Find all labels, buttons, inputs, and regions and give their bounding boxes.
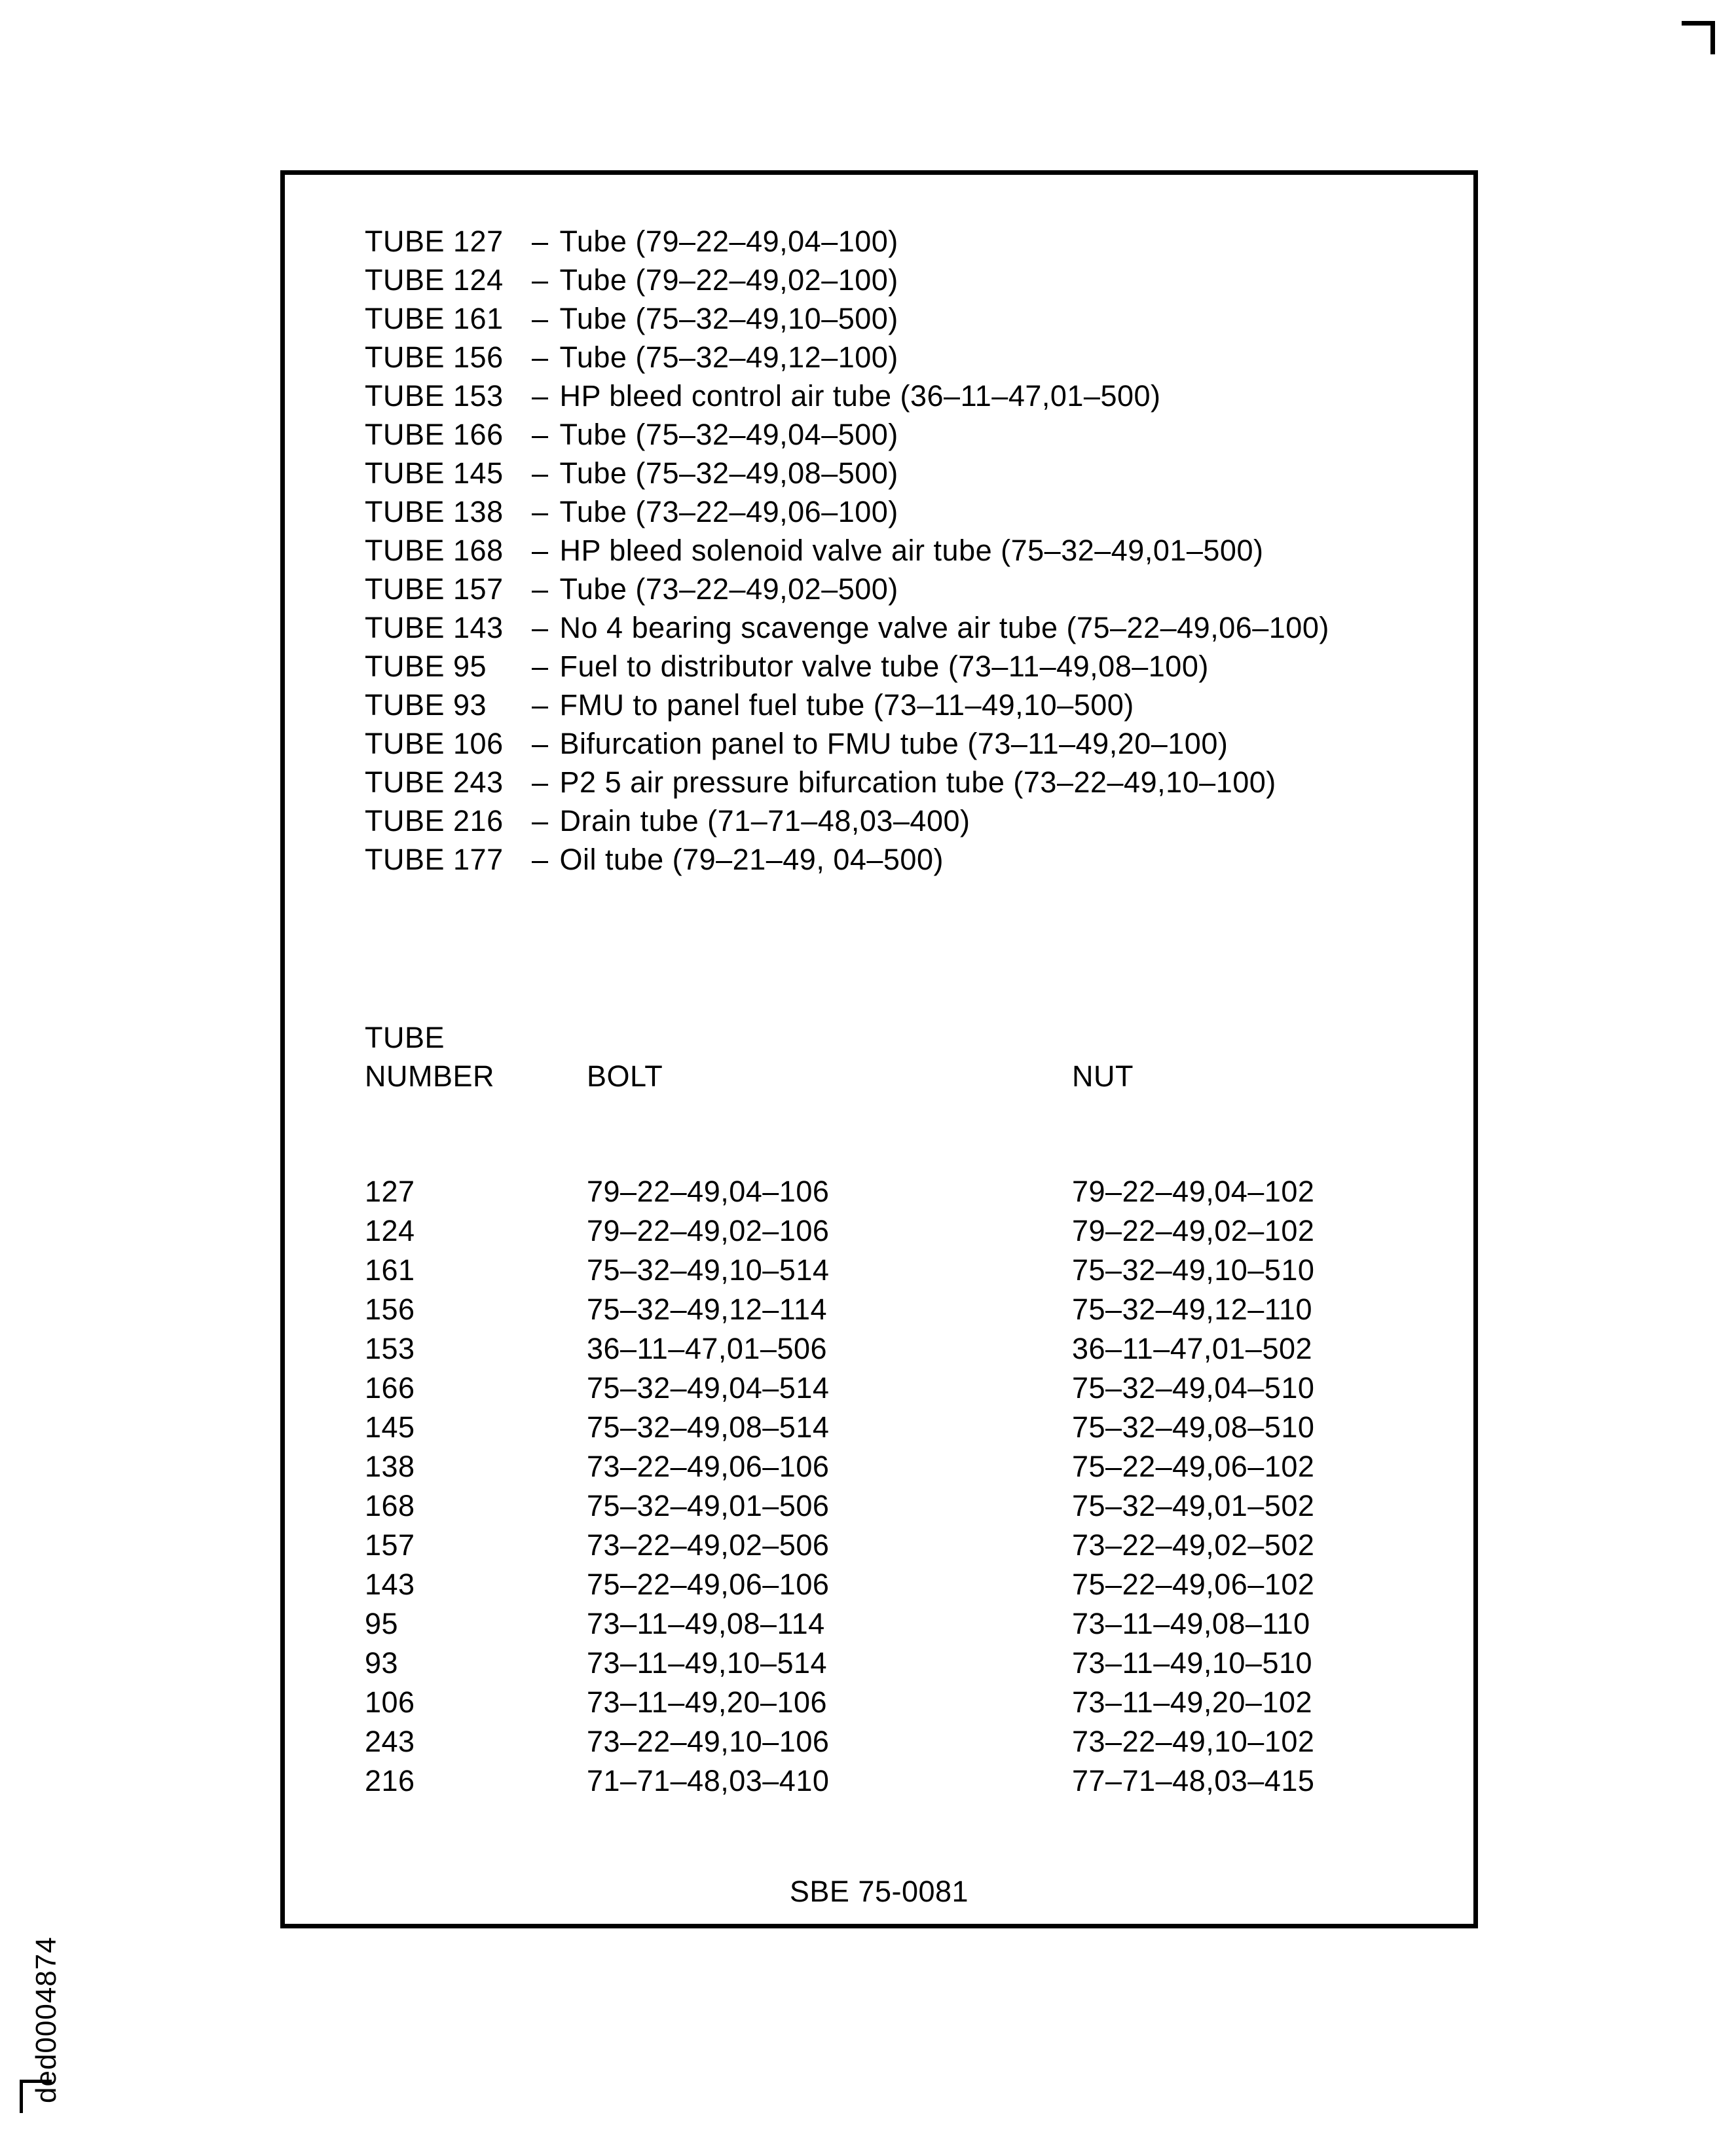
cell-tube-number: 138 <box>365 1450 415 1483</box>
tube-legend-line <box>365 492 1329 531</box>
tube-separator-dash: – <box>532 650 549 683</box>
cell-tube-number: 145 <box>365 1410 415 1444</box>
table-row <box>365 1565 1314 1604</box>
tube-label: TUBE 95 <box>365 650 487 683</box>
cell-bolt-part-number: 73–11–49,10–514 <box>587 1646 828 1680</box>
header-bolt: BOLT <box>587 1059 663 1093</box>
tube-description: Tube (75–32–49,12–100) <box>559 340 898 374</box>
header-tube-line2: NUMBER <box>365 1059 495 1093</box>
tube-separator-dash: – <box>532 804 549 837</box>
tube-separator-dash: – <box>532 456 549 490</box>
tube-label: TUBE 168 <box>365 534 504 567</box>
tube-separator-dash: – <box>532 572 549 606</box>
cell-tube-number: 243 <box>365 1725 415 1758</box>
tube-description: No 4 bearing scavenge valve air tube (75–22–49,06–100) <box>559 611 1329 644</box>
cell-bolt-part-number: 73–22–49,02–506 <box>587 1528 830 1562</box>
table-row <box>365 1683 1314 1722</box>
tube-description: Bifurcation panel to FMU tube (73–11–49,20–100) <box>559 727 1228 760</box>
tube-description: Tube (75–32–49,08–500) <box>559 456 898 490</box>
cell-nut-part-number: 36–11–47,01–502 <box>1072 1332 1313 1365</box>
tube-separator-dash: – <box>532 765 549 799</box>
table-row <box>365 1211 1314 1251</box>
cell-bolt-part-number: 36–11–47,01–506 <box>587 1332 828 1365</box>
figure-reference-code: SBE 75-0081 <box>789 1875 969 1908</box>
table-row <box>365 1644 1314 1683</box>
tube-label: TUBE 127 <box>365 225 504 258</box>
table-row <box>365 1604 1314 1644</box>
cell-bolt-part-number: 75–32–49,08–514 <box>587 1410 830 1444</box>
cell-nut-part-number: 73–11–49,10–510 <box>1072 1646 1313 1680</box>
table-row <box>365 1369 1314 1408</box>
tube-separator-dash: – <box>532 727 549 760</box>
cell-tube-number: 153 <box>365 1332 415 1365</box>
tube-description: Tube (79–22–49,02–100) <box>559 263 898 297</box>
tube-legend-line <box>365 261 1329 299</box>
table-row <box>365 1447 1314 1486</box>
tube-description: Drain tube (71–71–48,03–400) <box>559 804 970 837</box>
cell-nut-part-number: 75–32–49,01–502 <box>1072 1489 1315 1522</box>
cell-tube-number: 161 <box>365 1253 415 1287</box>
tube-label: TUBE 216 <box>365 804 504 837</box>
tube-description: Tube (79–22–49,04–100) <box>559 225 898 258</box>
tube-legend-line <box>365 222 1329 261</box>
table-header-row-2 <box>365 1057 1314 1095</box>
cell-tube-number: 143 <box>365 1568 415 1601</box>
tube-description: Oil tube (79–21–49, 04–500) <box>559 843 944 876</box>
cell-tube-number: 127 <box>365 1175 415 1208</box>
tube-legend-line <box>365 570 1329 608</box>
cell-tube-number: 124 <box>365 1214 415 1247</box>
header-nut: NUT <box>1072 1059 1134 1093</box>
cell-bolt-part-number: 73–11–49,20–106 <box>587 1685 828 1719</box>
cell-nut-part-number: 79–22–49,04–102 <box>1072 1175 1315 1208</box>
cell-nut-part-number: 73–11–49,08–110 <box>1072 1607 1310 1640</box>
tube-label: TUBE 177 <box>365 843 504 876</box>
table-header-row-1 <box>365 1018 1314 1057</box>
tube-separator-dash: – <box>532 225 549 258</box>
table-row <box>365 1290 1314 1329</box>
cell-nut-part-number: 75–22–49,06–102 <box>1072 1450 1315 1483</box>
tube-legend-list <box>365 222 1329 879</box>
tube-separator-dash: – <box>532 379 549 413</box>
tube-label: TUBE 93 <box>365 688 487 722</box>
tube-legend-line <box>365 608 1329 647</box>
table-row <box>365 1761 1314 1801</box>
tube-legend-line <box>365 454 1329 492</box>
cell-tube-number: 95 <box>365 1607 399 1640</box>
tube-label: TUBE 153 <box>365 379 504 413</box>
cell-bolt-part-number: 71–71–48,03–410 <box>587 1764 830 1797</box>
table-body <box>365 1172 1314 1801</box>
tube-label: TUBE 138 <box>365 495 504 528</box>
cell-nut-part-number: 77–71–48,03–415 <box>1072 1764 1315 1797</box>
table-row <box>365 1251 1314 1290</box>
corner-registration-mark-top-right <box>1682 21 1715 54</box>
cell-nut-part-number: 75–32–49,10–510 <box>1072 1253 1315 1287</box>
cell-tube-number: 156 <box>365 1293 415 1326</box>
tube-label: TUBE 166 <box>365 418 504 451</box>
cell-bolt-part-number: 73–22–49,06–106 <box>587 1450 830 1483</box>
tube-separator-dash: – <box>532 843 549 876</box>
table-row <box>365 1172 1314 1211</box>
cell-bolt-part-number: 75–32–49,12–114 <box>587 1293 828 1326</box>
tube-label: TUBE 124 <box>365 263 504 297</box>
cell-bolt-part-number: 75–22–49,06–106 <box>587 1568 830 1601</box>
tube-legend-line <box>365 647 1329 686</box>
table-row <box>365 1722 1314 1761</box>
tube-separator-dash: – <box>532 340 549 374</box>
tube-separator-dash: – <box>532 495 549 528</box>
tube-legend-line <box>365 531 1329 570</box>
tube-label: TUBE 157 <box>365 572 504 606</box>
cell-tube-number: 106 <box>365 1685 415 1719</box>
tube-legend-line <box>365 686 1329 724</box>
tube-description: Tube (73–22–49,02–500) <box>559 572 898 606</box>
tube-separator-dash: – <box>532 263 549 297</box>
tube-legend-line <box>365 724 1329 763</box>
cell-nut-part-number: 73–22–49,10–102 <box>1072 1725 1315 1758</box>
tube-separator-dash: – <box>532 688 549 722</box>
cell-tube-number: 157 <box>365 1528 415 1562</box>
tube-label: TUBE 161 <box>365 302 504 335</box>
tube-description: Tube (75–32–49,04–500) <box>559 418 898 451</box>
tube-legend-line <box>365 299 1329 338</box>
cell-bolt-part-number: 75–32–49,10–514 <box>587 1253 830 1287</box>
cell-nut-part-number: 75–32–49,04–510 <box>1072 1371 1315 1405</box>
tube-legend-line <box>365 415 1329 454</box>
tube-description: HP bleed control air tube (36–11–47,01–500) <box>559 379 1161 413</box>
tube-separator-dash: – <box>532 302 549 335</box>
table-row <box>365 1329 1314 1369</box>
figure-frame <box>280 170 1478 1928</box>
tube-label: TUBE 143 <box>365 611 504 644</box>
tube-label: TUBE 145 <box>365 456 504 490</box>
cell-bolt-part-number: 79–22–49,02–106 <box>587 1214 830 1247</box>
cell-nut-part-number: 73–11–49,20–102 <box>1072 1685 1313 1719</box>
tube-separator-dash: – <box>532 418 549 451</box>
tube-description: HP bleed solenoid valve air tube (75–32–49,01–500) <box>559 534 1264 567</box>
cell-tube-number: 93 <box>365 1646 399 1680</box>
cell-nut-part-number: 75–32–49,08–510 <box>1072 1410 1315 1444</box>
cell-bolt-part-number: 73–11–49,08–114 <box>587 1607 825 1640</box>
cell-tube-number: 216 <box>365 1764 415 1797</box>
tube-separator-dash: – <box>532 611 549 644</box>
tube-legend-line <box>365 801 1329 840</box>
tube-legend-line <box>365 338 1329 377</box>
tube-label: TUBE 156 <box>365 340 504 374</box>
tube-description: FMU to panel fuel tube (73–11–49,10–500) <box>559 688 1134 722</box>
tube-description: Tube (75–32–49,10–500) <box>559 302 898 335</box>
cell-bolt-part-number: 79–22–49,04–106 <box>587 1175 830 1208</box>
tube-description: P2 5 air pressure bifurcation tube (73–22–49,10–100) <box>559 765 1276 799</box>
cell-nut-part-number: 75–32–49,12–110 <box>1072 1293 1313 1326</box>
tube-legend-line <box>365 840 1329 879</box>
cell-bolt-part-number: 75–32–49,01–506 <box>587 1489 830 1522</box>
tube-label: TUBE 243 <box>365 765 504 799</box>
table-row <box>365 1486 1314 1526</box>
cell-nut-part-number: 73–22–49,02–502 <box>1072 1528 1315 1562</box>
tube-label: TUBE 106 <box>365 727 504 760</box>
tube-legend-line <box>365 763 1329 801</box>
cell-tube-number: 168 <box>365 1489 415 1522</box>
cell-bolt-part-number: 73–22–49,10–106 <box>587 1725 830 1758</box>
header-tube-line1: TUBE <box>365 1021 445 1054</box>
tube-legend-line <box>365 377 1329 415</box>
cell-nut-part-number: 79–22–49,02–102 <box>1072 1214 1315 1247</box>
cell-tube-number: 166 <box>365 1371 415 1405</box>
bolt-nut-table <box>365 1018 1314 1801</box>
tube-description: Fuel to distributor valve tube (73–11–49,08–100) <box>559 650 1209 683</box>
tube-description: Tube (73–22–49,06–100) <box>559 495 898 528</box>
vertical-document-code: ded0004874 <box>30 1936 62 2103</box>
cell-nut-part-number: 75–22–49,06–102 <box>1072 1568 1315 1601</box>
cell-bolt-part-number: 75–32–49,04–514 <box>587 1371 830 1405</box>
table-row <box>365 1526 1314 1565</box>
table-row <box>365 1408 1314 1447</box>
tube-separator-dash: – <box>532 534 549 567</box>
